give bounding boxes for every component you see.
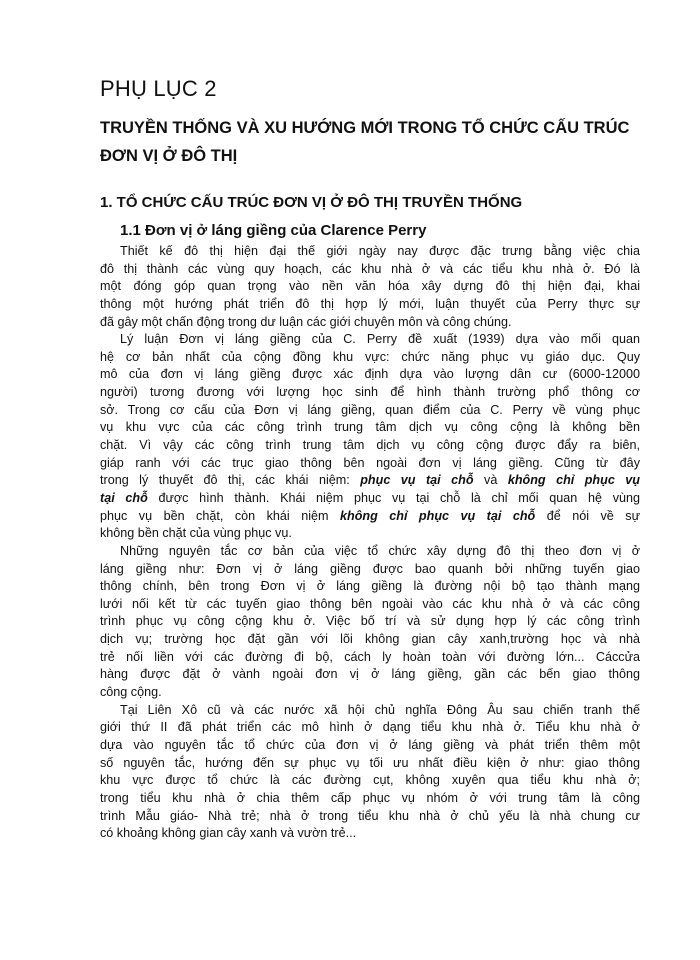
text-segment: dựa vào nguyên tắc tổ chức của đơn vị ở láng giềng và phát triển thêm một: [100, 737, 640, 752]
text-line: [100, 243, 640, 261]
text-line: [100, 278, 640, 296]
text-line: [100, 755, 640, 773]
text-line: [100, 384, 640, 402]
emphasized-term: không chỉ phục vụ: [507, 473, 640, 488]
text-line: [100, 808, 640, 826]
paragraph: [100, 331, 640, 543]
text-segment: Lý luận Đơn vị láng giềng của C. Perry đề xuất (1939) dựa vào mối quan: [120, 332, 640, 347]
paragraph: [100, 243, 640, 331]
text-segment: sở. Trong cơ cấu của Đơn vị láng giềng, quan điểm của C. Perry về vùng phục: [100, 402, 640, 417]
emphasized-term: tại chỗ: [100, 490, 148, 505]
text-segment: để nói về sự: [535, 508, 640, 523]
text-segment: trẻ nối liền với các đường đi bộ, cách ly hoàn toàn với đường lớn... Cáccửa: [100, 649, 640, 664]
text-line: [100, 525, 640, 543]
text-line: [100, 631, 640, 649]
text-segment: hàng được đặt ở vành ngoài đơn vị ở láng giềng, gần các bến giao thông: [100, 667, 640, 682]
text-line: [100, 684, 640, 702]
text-line: [100, 578, 640, 596]
text-segment: mô của đơn vị láng giềng được xác định dựa vào lượng dân cư (6000-12000: [100, 367, 640, 382]
text-line: [100, 772, 640, 790]
text-segment: trong tiểu khu nhà ở chia thêm cấp phục vụ nhóm ở với trung tâm là công: [100, 790, 640, 805]
text-line: [100, 296, 640, 314]
text-line: [100, 543, 640, 561]
text-line: [100, 666, 640, 684]
text-segment: trong lý thuyết đô thị, các khái niệm:: [100, 473, 361, 488]
text-segment: giới thứ II đã phát triển các mô hình ở dạng tiểu khu nhà ở. Tiểu khu nhà ở: [100, 720, 640, 735]
text-segment: công cộng.: [100, 685, 162, 700]
subsection-heading: 1.1 Đơn vị ở láng giềng của Clarence Perry: [120, 222, 427, 239]
text-line: [100, 349, 640, 367]
text-segment: hệ cơ bản nhất của cộng đồng khu vực: chức năng phục vụ giáo dục. Quy: [100, 349, 640, 364]
text-line: [100, 472, 640, 490]
text-line: [100, 790, 640, 808]
text-line: [100, 737, 640, 755]
text-segment: phục vụ bền chặt, còn khái niệm: [100, 508, 340, 523]
paragraph: [100, 702, 640, 843]
text-segment: trình phục vụ công cộng khu ở. Việc bố trí và sử dụng hợp lý các công trình: [100, 614, 640, 629]
text-line: [100, 825, 640, 843]
text-segment: đô thị thành các vùng quy hoạch, các khu nhà ở và các tiểu khu nhà ở. Đó là: [100, 261, 640, 276]
text-line: [100, 366, 640, 384]
paragraph: [100, 543, 640, 702]
text-line: [100, 702, 640, 720]
text-line: [100, 719, 640, 737]
text-line: [100, 613, 640, 631]
text-segment: Thiết kế đô thị hiện đại thế giới ngày nay được đặc trưng bằng việc chia: [120, 244, 640, 258]
text-line: [100, 261, 640, 279]
text-segment: và: [473, 473, 508, 488]
body-text: [100, 243, 640, 843]
text-segment: Những nguyên tắc cơ bản của việc tổ chức xây dựng đô thị theo đơn vị ở: [120, 543, 640, 558]
text-segment: trình Mẫu giáo- Nhà trẻ; nhà ở trong tiểu khu nhà ở chủ yếu là nhà chung cư: [100, 808, 640, 823]
text-segment: thông một hướng phát triển đô thị hợp lý mới, luận thuyết của Perry thực sự: [100, 296, 640, 311]
text-segment: khu vực được tổ chức là các đường cụt, không xuyên qua tiểu khu nhà ở;: [100, 773, 640, 788]
text-line: [100, 331, 640, 349]
text-segment: người) tương đương với lượng học sinh để hình thành trường phổ thông cơ: [100, 385, 640, 400]
text-segment: chặt. Vì vậy các công trình trung tâm dịch vụ công cộng được đẩy ra biên,: [100, 438, 640, 453]
text-segment: thông chính, bên trong Đơn vị ở láng giềng là đường nội bộ tạo thành mạng: [100, 579, 640, 594]
text-line: [100, 649, 640, 667]
text-segment: láng giềng như: Đơn vị ở láng giềng được bao quanh bởi những tuyến giao: [100, 561, 640, 576]
text-line: [100, 455, 640, 473]
text-line: [100, 437, 640, 455]
emphasized-term: phục vụ tại chỗ: [360, 473, 474, 488]
text-segment: số nguyên tắc, hướng đến sự phục vụ tối ưu nhất điều kiện ở như: giao thông: [100, 755, 640, 770]
text-line: [100, 419, 640, 437]
appendix-label: PHỤ LỤC 2: [100, 76, 217, 101]
text-line: [100, 314, 640, 332]
text-line: [100, 561, 640, 579]
text-segment: lưới nối kết từ các tuyến giao thông bên ngoài vào các khu nhà ở và các công: [100, 596, 640, 611]
text-line: [100, 596, 640, 614]
text-segment: được hình thành. Khái niệm phục vụ tại chỗ là chỉ mối quan hệ vùng: [147, 490, 640, 505]
text-segment: không bền chặt của vùng phục vụ.: [100, 526, 292, 541]
text-segment: vụ khu vực của các công trình trung tâm dịch vụ công cộng là không bền: [100, 420, 640, 435]
text-segment: dịch vụ; trường học đặt gần với lõi không gian cây xanh,trường học và nhà: [100, 632, 640, 647]
text-segment: một đóng góp quan trọng vào nền văn hóa xây dựng đô thị hiện đại, khai: [100, 279, 640, 294]
text-segment: có khoảng không gian cây xanh và vườn trẻ...: [100, 826, 357, 841]
emphasized-term: không chỉ phục vụ tại chỗ: [340, 508, 536, 523]
text-segment: Tại Liên Xô cũ và các nước xã hội chủ nghĩa Đông Âu sau chiến tranh thế: [120, 702, 640, 717]
text-line: [100, 402, 640, 420]
text-line: [100, 490, 640, 508]
text-segment: giáp ranh với các trục giao thông bên ngoài đơn vị láng giềng. Cũng từ đây: [100, 455, 640, 470]
text-line: [100, 508, 640, 526]
document-title: TRUYỀN THỐNG VÀ XU HƯỚNG MỚI TRONG TỔ CHỨC CẤU TRÚC ĐƠN VỊ Ở ĐÔ THỊ: [100, 119, 630, 165]
text-segment: đã gây một chấn động trong dư luận các giới chuyên môn và công chúng.: [100, 314, 512, 329]
section-heading: 1. TỔ CHỨC CẤU TRÚC ĐƠN VỊ Ở ĐÔ THỊ TRUYỀN THỐNG: [100, 194, 523, 211]
